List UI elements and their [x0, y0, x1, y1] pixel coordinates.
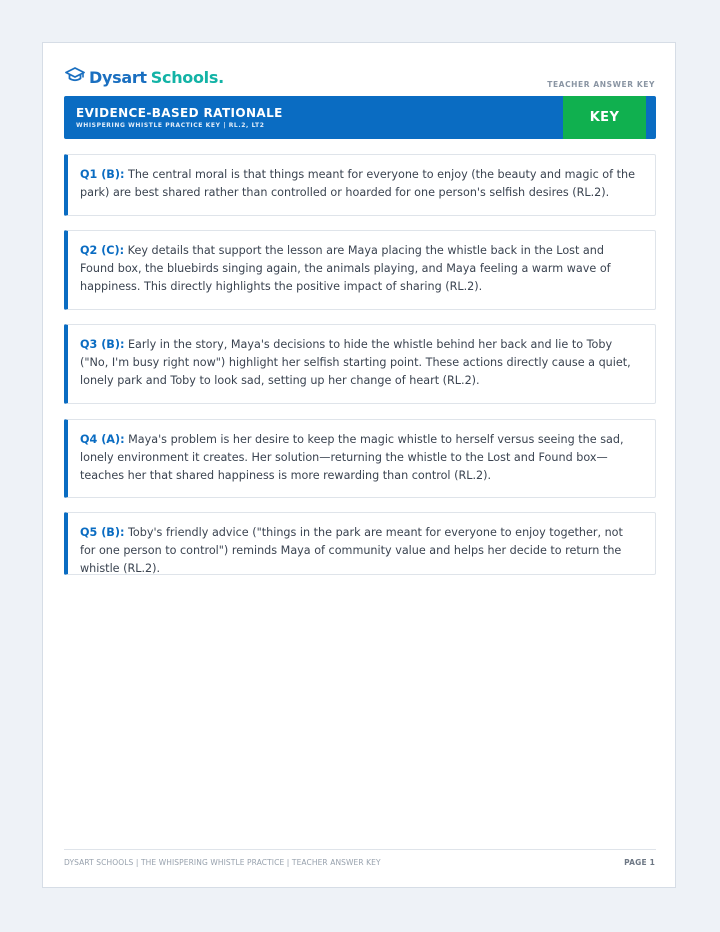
answer-text: Key details that support the lesson are Maya placing the whistle back in the Lost and Found box, the bluebirds singing again, the animals playing, and Maya feeling a warm wave of happiness. This directly highlights the positive impact of sharing (RL.2).	[80, 244, 611, 293]
answer-label: Q3 (B):	[80, 338, 125, 351]
answer-label: Q2 (C):	[80, 244, 125, 257]
answer-text: Early in the story, Maya's decisions to hide the whistle behind her back and lie to Toby ("No, I'm busy right now") highlight her selfish starting point. These actions directly cause a quiet, lonely park and Toby to look sad, setting up her change of heart (RL.2).	[80, 338, 631, 387]
key-badge: KEY	[563, 96, 646, 139]
answer-text: Maya's problem is her desire to keep the magic whistle to herself versus seeing the sad, lonely environment it creates. Her solution—returning the whistle to the Lost and Found box—teaches her that shared happiness is more rewarding than control (RL.2).	[80, 433, 624, 482]
footer-divider	[64, 849, 656, 850]
banner-title: EVIDENCE-BASED RATIONALE	[76, 106, 283, 120]
graduation-cap-icon	[65, 67, 89, 87]
answer-card-q1	[64, 154, 656, 216]
answer-card-q4	[64, 419, 656, 498]
answer-card-q2	[64, 230, 656, 310]
page-number: PAGE 1	[624, 858, 655, 867]
answer-text: The central moral is that things meant for everyone to enjoy (the beauty and magic of the park) are best shared rather than controlled or hoarded for one person's selfish desires (RL.2).	[80, 168, 635, 199]
dysart-schools-logo	[65, 67, 224, 87]
answer-text: Toby's friendly advice ("things in the park are meant for everyone to enjoy together, not for one person to control") reminds Maya of community value and helps her decide to return the whistle (RL.2).	[80, 526, 623, 575]
footer-text: DYSART SCHOOLS | THE WHISPERING WHISTLE PRACTICE | TEACHER ANSWER KEY	[64, 858, 381, 867]
answer-label: Q5 (B):	[80, 526, 125, 539]
section-banner	[64, 96, 656, 139]
answer-card-q3	[64, 324, 656, 404]
answer-card-q5	[64, 512, 656, 575]
answer-key-page	[42, 42, 676, 888]
answer-label: Q4 (A):	[80, 433, 125, 446]
banner-subtitle: WHISPERING WHISTLE PRACTICE KEY | RL.2, LT2	[76, 122, 265, 129]
answer-label: Q1 (B):	[80, 168, 125, 181]
brand-name: Dysart	[89, 67, 147, 87]
document-tag: TEACHER ANSWER KEY	[547, 80, 655, 89]
brand-suffix: Schools.	[150, 67, 224, 87]
